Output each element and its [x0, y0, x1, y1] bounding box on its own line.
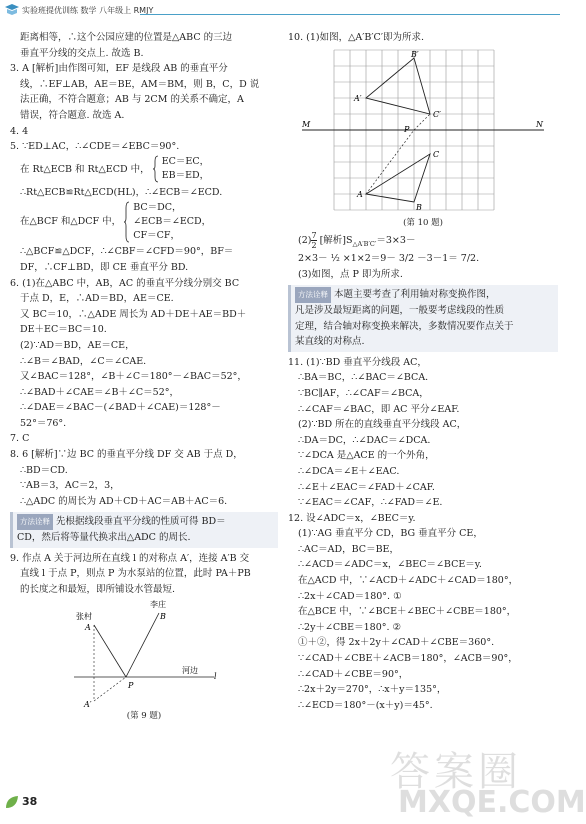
- q9-line: 的长度之和最短，即所铺设水管最短.: [20, 583, 176, 595]
- q12-line: ∴2x＋∠CAD＝180°. ①: [298, 590, 402, 602]
- q5-line: ∴△BCF≌△DCF，∴∠CBF＝∠CFD＝90°，BF＝: [20, 246, 234, 258]
- equation: BC＝DC，: [133, 201, 182, 213]
- q8-line: ∴BD＝CD.: [20, 464, 68, 476]
- label-Aprime: A′: [354, 93, 362, 103]
- q11-line: ∴DA＝DC，∴∠DAC＝∠DCA.: [298, 434, 431, 446]
- label-town-li: 李庄: [150, 600, 166, 610]
- q12-line: ∴2x＋2y＝270°，∴x＋y＝135°，: [298, 684, 447, 696]
- label-town-zhang: 张村: [76, 612, 92, 622]
- q10-line: [288, 231, 558, 251]
- q3-line: 错误，符合题意. 故选 A.: [20, 109, 125, 121]
- q8-line: 8. 6 [解析]∵边 BC 的垂直平分线 DF 交 AB 于点 D，: [10, 449, 243, 461]
- watermark-text: 答案圈: [390, 749, 522, 795]
- brace-icon: [153, 155, 159, 183]
- label-P: P: [128, 681, 134, 691]
- q3-line: 3. A [解析]由作图可知，EF 是线段 AB 的垂直平分: [10, 63, 228, 75]
- tip-text: CD，然后将等量代换求出△ADC 的周长.: [17, 532, 191, 544]
- left-column: [10, 30, 278, 725]
- q5-system-line: [10, 200, 278, 244]
- answer-line: 距离相等，∴这个公园应建的位置是△ABC 的三边: [20, 32, 233, 43]
- q8-line: ∵AB＝3，AC＝2，3，: [20, 480, 120, 492]
- q12-line: ∵∠CAD＋∠CBE＋∠ACB＝180°，∠ACB＝90°，: [298, 653, 518, 665]
- q4-line: 4. 4: [10, 125, 29, 137]
- q10-line: 10. (1)如图，△A′B′C′即为所求.: [288, 32, 424, 43]
- q12-line: 在△BCE 中，∵∠BCE＋∠BEC＋∠CBE＝180°，: [298, 606, 517, 618]
- book-logo-icon: [4, 4, 20, 16]
- q7-line: 7. C: [10, 433, 30, 445]
- q9-line: 直线 l 于点 P，则点 P 为水泵站的位置，此时 PA＋PB: [20, 568, 251, 580]
- q11-line: ∵∠DCA 是△ACE 的一个外角，: [298, 450, 435, 462]
- q10-line: 2×3－ ½ ×1×2＝9－ 3/2 －3－1＝ 7/2.: [298, 253, 480, 265]
- label-A: A: [357, 189, 363, 199]
- label-P: P: [404, 124, 410, 134]
- equation: ∠ECB＝∠ECD，: [133, 215, 212, 227]
- label-B: B: [416, 202, 422, 212]
- q12-line: ∴∠ECD＝180°－(x＋y)＝45°.: [298, 699, 433, 711]
- figure-9-caption: (第 9 题): [126, 711, 162, 722]
- q12-line: 在△ACD 中，∵∠ACD＋∠ADC＋∠CAD＝180°，: [298, 575, 519, 587]
- segment-PB: [126, 613, 159, 677]
- q11-line: ∴∠DCA＝∠E＋∠EAC.: [298, 465, 400, 477]
- q6-line: DE＋EC＝BC＝10.: [20, 324, 107, 336]
- segment-ApP: [94, 677, 126, 701]
- equation: CF＝CF，: [133, 229, 180, 241]
- page-number-badge: [4, 792, 44, 812]
- tip-text: 某直线的对称点.: [295, 336, 365, 348]
- subscript: △A′B′C′: [352, 240, 377, 249]
- q5-system-line: [10, 155, 278, 185]
- label-Cprime: C′: [433, 109, 441, 119]
- q11-line: ∴BA＝BC，∴∠BAC＝∠BCA.: [298, 372, 429, 384]
- segment-PCp: [414, 114, 430, 130]
- q5-line: ∴Rt△ECB≌Rt△ECD(HL)，∴∠ECB＝∠ECD.: [20, 186, 223, 198]
- tip-text: 定理，结合轴对称变换来解决，多数情况要作点关于: [295, 320, 514, 332]
- page-leaf-icon: [4, 794, 20, 810]
- q10-text: ＝3×3－: [376, 235, 416, 247]
- method-tip-box: [10, 512, 278, 547]
- tip-text: 凡是涉及最短距离的问题，一般要考虑线段的性质: [295, 304, 505, 316]
- q6-line: ∴∠DAE＝∠BAC－(∠BAD＋∠CAE)＝128°－: [20, 402, 221, 414]
- tip-label: 方法诠释: [295, 287, 331, 303]
- q12-line: (1)∵AG 垂直平分 CD，BG 垂直平分 CE，: [298, 528, 483, 540]
- q8-line: ∴△ADC 的周长为 AD＋CD＋AC＝AB＋AC＝6.: [20, 495, 228, 507]
- q12-line: ∴2y＋∠CBE＝180°. ②: [298, 621, 402, 633]
- q6-line: ∴∠BAD＋∠CAE＝∠B＋∠C＝52°，: [20, 386, 179, 398]
- right-column: [288, 30, 558, 713]
- q6-line: 52°＝76°.: [20, 417, 67, 429]
- watermark-url: MXQE.COM: [398, 785, 586, 820]
- label-l: l: [214, 672, 217, 682]
- equation: EC＝EC，: [161, 156, 210, 168]
- q11-line: 11. (1)∵BD 垂直平分线段 AC，: [288, 356, 427, 368]
- q10-text: (2): [298, 235, 312, 247]
- label-A: A: [85, 623, 91, 633]
- label-Aprime: A′: [84, 700, 92, 710]
- q12-line: ∴∠CAD＋∠CBE＝90°，: [298, 668, 409, 680]
- header-title: 实验班提优训练 数学 八年级上 RMJY: [22, 6, 154, 15]
- q12-line: ①＋②，得 2x＋2y＋∠CAD＋∠CBE＝360°.: [298, 637, 495, 649]
- q3-line: 法正确，不符合题意；AB 与 2CM 的关系不确定，A: [20, 94, 244, 106]
- label-B: B: [160, 612, 166, 622]
- q5-line: 5. ∵ED⊥AC，∴∠CDE＝∠EBC＝90°.: [10, 141, 180, 153]
- q11-line: ∵∠EAC＝∠CAF，∴∠FAD＝∠E.: [298, 497, 443, 509]
- label-Bprime: B′: [411, 49, 419, 59]
- answer-line: 垂直平分线的交点上. 故选 B.: [20, 47, 144, 59]
- q5-text: 在 Rt△ECB 和 Rt△ECD 中，: [20, 163, 150, 175]
- q6-line: 又∠BAC＝128°，∠B＋∠C＝180°－∠BAC＝52°，: [20, 371, 247, 383]
- q10-text: [解析]S: [316, 235, 353, 247]
- figure-9-diagram: [54, 597, 234, 709]
- label-N: N: [536, 119, 543, 129]
- header-rule: [140, 14, 560, 15]
- equation-stack: [162, 155, 209, 183]
- q6-line: 又 BC＝10，∴△ADE 周长为 AD＋DE＋AE＝BD＋: [20, 308, 247, 320]
- brace-icon: [124, 201, 130, 243]
- figure-10-grid: [298, 46, 548, 216]
- tip-text: 先根据线段垂直平分线的性质可得 BD＝: [56, 516, 226, 528]
- q10-line: (3)如图，点 P 即为所求.: [298, 268, 403, 280]
- figure-10-caption: (第 10 题): [403, 217, 443, 228]
- q6-line: (2)∵AD＝BD，AE＝CE，: [20, 339, 135, 351]
- segment-AP: [94, 625, 126, 677]
- q11-line: ∵BC∥AF，∴∠CAF＝∠BCA，: [298, 387, 429, 399]
- q5-text: 在△BCF 和△DCF 中，: [20, 216, 122, 228]
- equation: EB＝ED，: [161, 170, 210, 182]
- q3-line: 线，∴EF⊥AB，AE＝BE，AM＝BM，则 B，C，D 说: [20, 78, 260, 90]
- equation-stack: [133, 201, 211, 243]
- q12-line: ∴∠ACD＝∠ADC＝x，∠BEC＝∠BCE＝y.: [298, 559, 482, 571]
- label-M: M: [302, 119, 311, 129]
- q6-line: ∴∠B＝∠BAD，∠C＝∠CAE.: [20, 355, 147, 367]
- q6-line: 6. (1)在△ABC 中，AB，AC 的垂直平分线分别交 BC: [10, 277, 240, 289]
- q6-line: 于点 D，E，∴AD＝BD，AE＝CE.: [20, 293, 174, 305]
- q11-line: ∴∠CAF＝∠BAC，即 AC 平分∠EAF.: [298, 403, 460, 415]
- q5-line: DF，∴CF⊥BD，即 CE 垂直平分 BD.: [20, 261, 189, 273]
- page-number: 38: [22, 795, 38, 808]
- fraction: $\frac{7}{2}$: [311, 231, 317, 251]
- page-header: [0, 0, 565, 22]
- q9-line: 9. 作点 A 关于河边所在直线 l 的对称点 A′，连接 A′B 交: [10, 552, 250, 564]
- q11-line: (2)∵BD 所在的直线垂直平分线段 AC，: [298, 419, 467, 431]
- label-C: C: [433, 149, 440, 159]
- tip-label: 方法诠释: [17, 514, 53, 530]
- method-tip-box: [288, 285, 558, 351]
- q12-line: 12. 设∠ADC＝x，∠BEC＝y.: [288, 512, 416, 524]
- q11-line: ∴∠E＋∠EAC＝∠FAD＋∠CAF.: [298, 481, 435, 493]
- tip-text: 本题主要考查了利用轴对称变换作图，: [334, 289, 496, 301]
- q12-line: ∴AC＝AD，BC＝BE，: [298, 543, 399, 555]
- label-river: 河边: [182, 666, 198, 676]
